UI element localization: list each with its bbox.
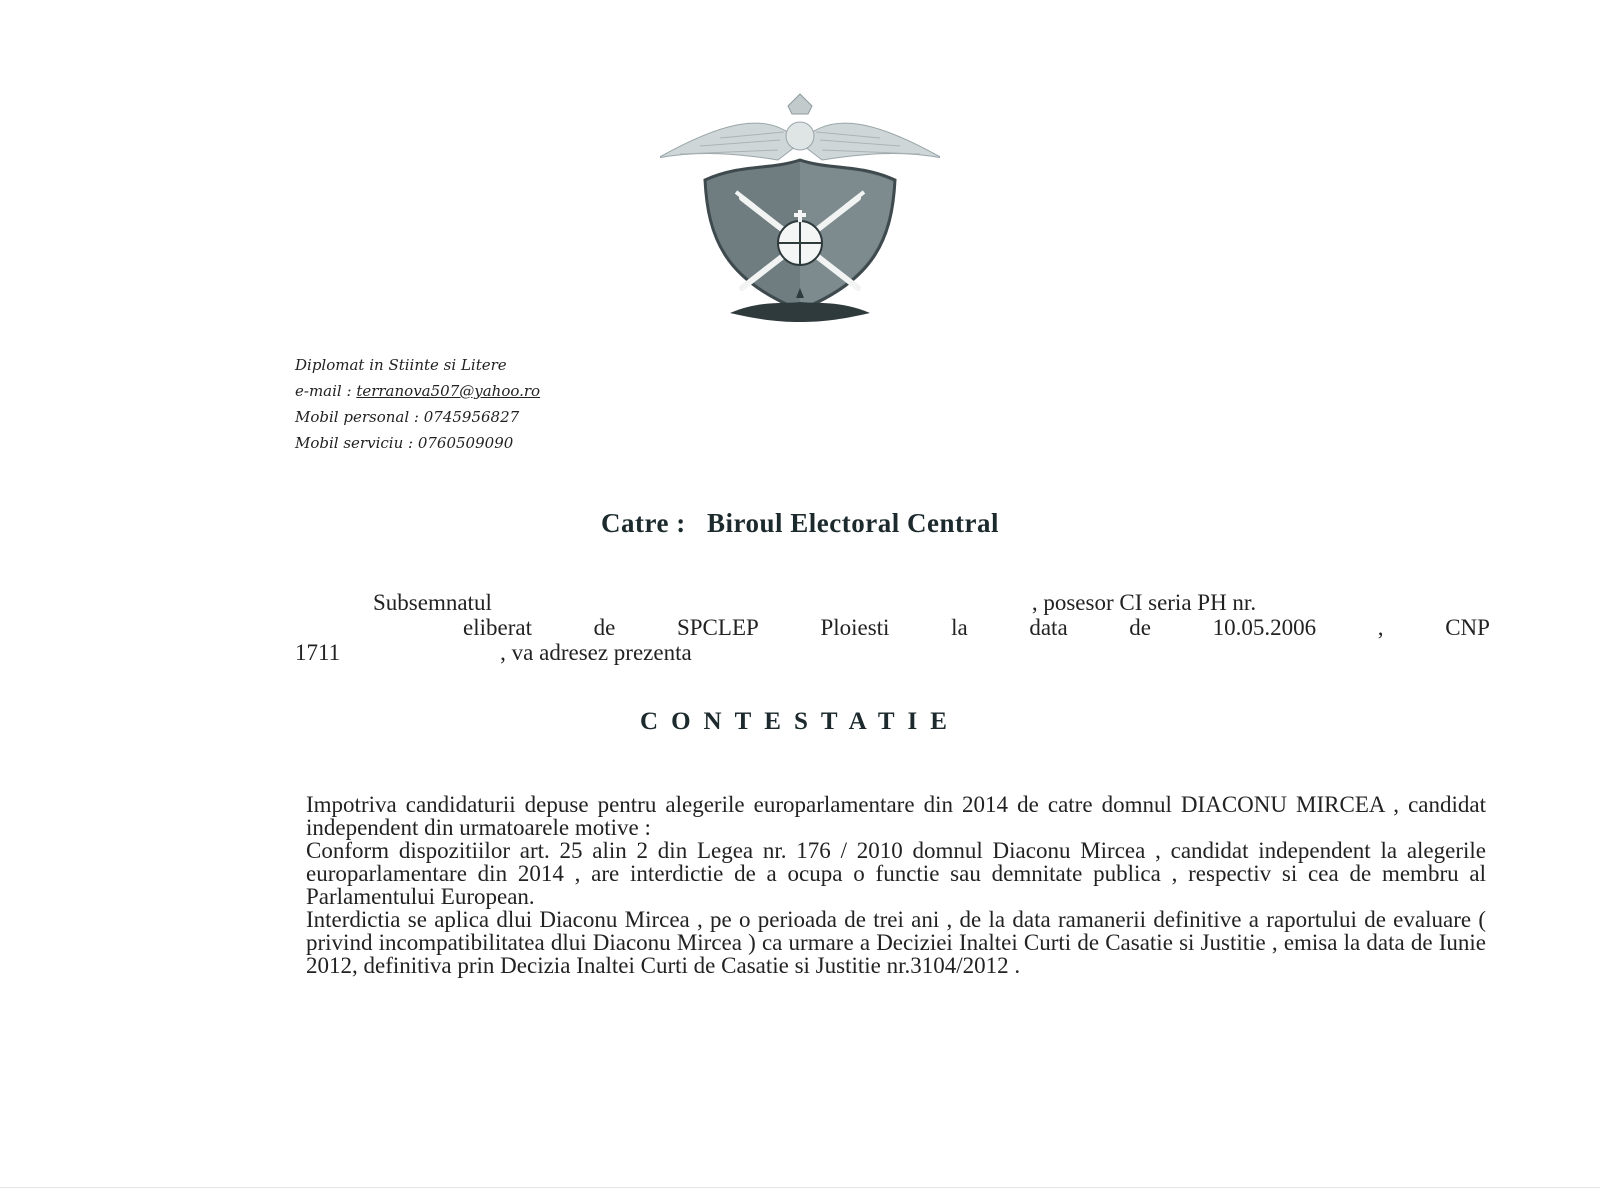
intro-word: la <box>951 615 968 640</box>
intro-line-1-start: Subsemnatul <box>373 590 492 615</box>
intro-word: de <box>1129 615 1152 640</box>
intro-word: , <box>1377 615 1384 640</box>
email-value: terranova507@yahoo.ro <box>356 382 541 400</box>
mobile-personal-label: Mobil personal : <box>295 408 419 426</box>
mobile-service-value: 0760509090 <box>417 434 514 452</box>
addressee-title <box>0 508 1600 539</box>
mobile-personal-line <box>295 404 540 430</box>
body-paragraph-1: Impotriva candidaturii depuse pentru alegerile europarlamentare din 2014 de catre domnul DIACONU MIRCEA , candidat independent din urmatoarele motive : <box>306 792 1486 840</box>
intro-word: eliberat <box>463 615 532 640</box>
intro-paragraph <box>295 590 1490 665</box>
sender-title: Diplomat in Stiinte si Litere <box>295 356 507 374</box>
addressee-name: Biroul Electoral Central <box>707 508 999 538</box>
email-label: e-mail : <box>295 382 352 400</box>
intro-word: Ploiesti <box>820 615 890 640</box>
intro-word: 10.05.2006 <box>1212 615 1317 640</box>
document-heading: CONTESTATIE <box>640 708 960 735</box>
intro-line-3 <box>295 640 1490 665</box>
scan-edge-divider <box>0 1187 1600 1188</box>
document-body <box>306 793 1486 977</box>
coat-of-arms-emblem <box>660 88 940 333</box>
sender-contact-block <box>295 352 540 456</box>
intro-word: de <box>593 615 616 640</box>
intro-word: data <box>1029 615 1068 640</box>
mobile-service-label: Mobil serviciu : <box>295 434 414 452</box>
intro-word: SPCLEP <box>676 615 759 640</box>
mobile-service-line <box>295 430 540 456</box>
sender-email-line <box>295 378 540 404</box>
body-paragraph-2: Conform dispozitiilor art. 25 alin 2 din Legea nr. 176 / 2010 domnul Diaconu Mircea , candidat independent la alegerile europarlamentare din 2014 , are interdictie de a ocupa o functie sau demnitate publica , respectiv si cea de membru al Parlamentului European. <box>306 838 1486 909</box>
intro-line-3-start: 1711 <box>295 640 341 665</box>
addressee-prefix: Catre : <box>601 508 686 538</box>
intro-line-1 <box>295 590 1490 615</box>
mobile-personal-value: 0745956827 <box>423 408 520 426</box>
intro-line-3-end: , va adresez prezenta <box>500 640 692 665</box>
body-paragraph-3: Interdictia se aplica dlui Diaconu Mircea , pe o perioada de trei ani , de la data ramanerii definitive a raportului de evaluare ( privind incompatibilitatea dlui Diaconu Mircea ) ca urmare a Deciziei Inaltei Curti de Casatie si Justitie , emisa la data de Iunie 2012, definitiva prin Decizia Inaltei Curti de Casatie si Justitie nr.3104/2012 . <box>306 907 1486 978</box>
intro-line-1-end: , posesor CI seria PH nr. <box>1031 590 1257 615</box>
intro-word: CNP <box>1445 615 1490 640</box>
intro-line-2 <box>295 615 1490 640</box>
